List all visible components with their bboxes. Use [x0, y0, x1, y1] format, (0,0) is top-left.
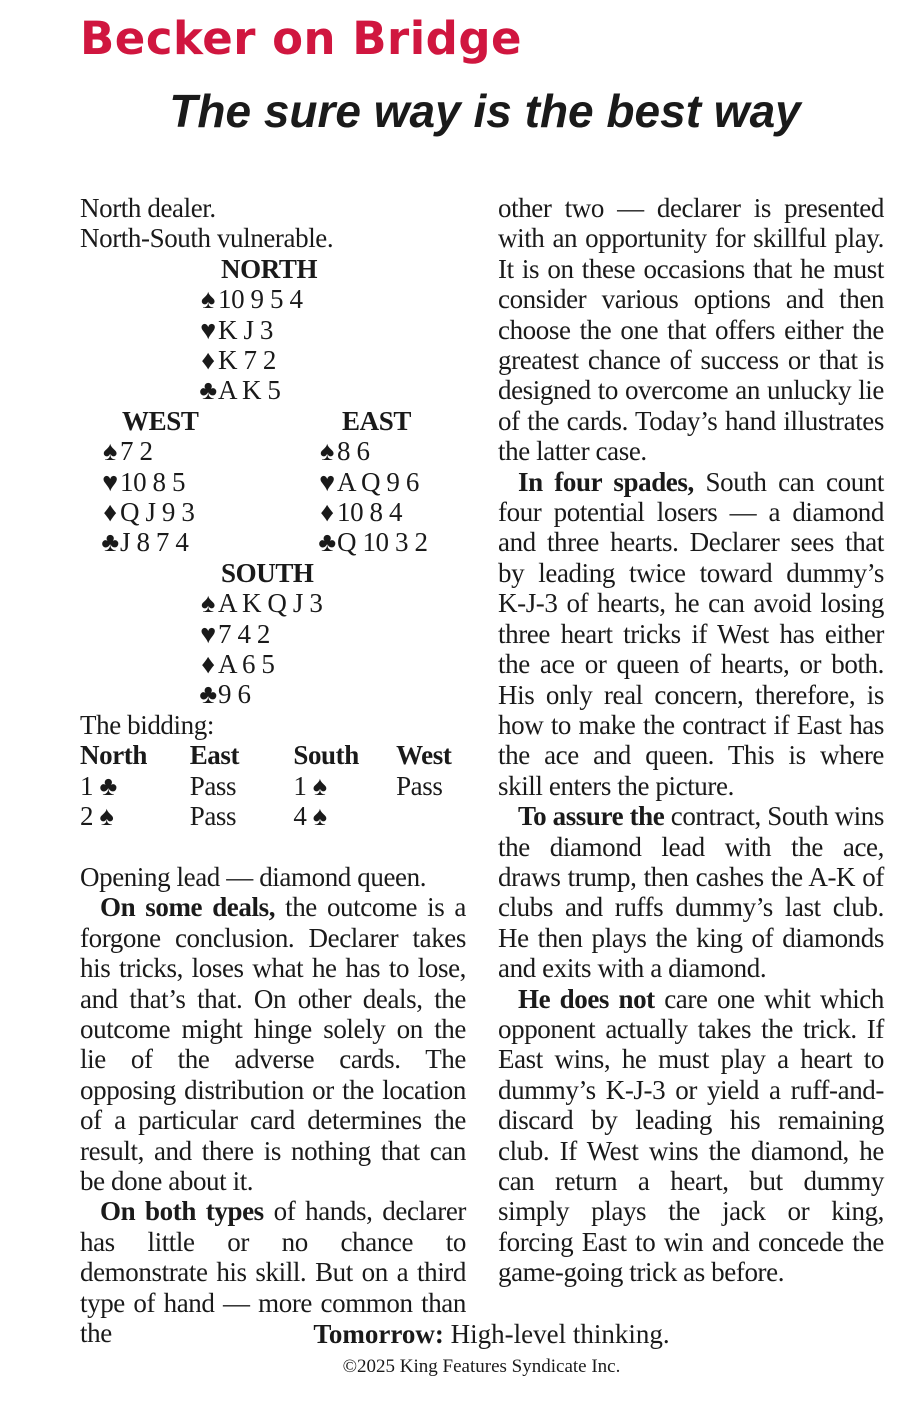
bid-cell: 4 ♠ — [293, 800, 327, 831]
dealer-line: North dealer. — [80, 193, 216, 223]
paragraph-lead: In four spades, — [518, 466, 694, 497]
copyright-notice: ©2025 King Features Syndicate Inc. — [342, 1356, 621, 1377]
heart-icon: ♥ — [200, 618, 216, 649]
bid-cell: Pass — [189, 800, 237, 831]
heart-icon: ♥ — [102, 466, 118, 497]
bidding-header-row — [80, 740, 466, 770]
article-paragraph — [80, 892, 466, 1196]
paragraph-lead: On both types — [100, 1196, 264, 1227]
paragraph-text: of hands, declarer has little or no chance to demonstrate his skill. But on a third type of hand — more common than the — [80, 1196, 466, 1349]
west-hearts: ♥10 8 5 — [100, 467, 185, 497]
bidding-title: The bidding: — [80, 709, 214, 740]
east-label: EAST — [342, 405, 411, 436]
south-clubs: ♣9 6 — [199, 679, 251, 710]
south-hearts: ♥7 4 2 — [198, 619, 270, 649]
diamond-icon: ♦ — [201, 648, 215, 679]
bid-cell: 1 ♠ — [293, 770, 327, 801]
north-clubs: ♣A K 5 — [199, 375, 281, 406]
diamond-icon: ♦ — [103, 496, 117, 527]
bid-header-north: North — [80, 740, 147, 771]
bid-header-east: East — [189, 740, 240, 771]
vulnerability-line: North-South vulnerable. — [80, 223, 334, 254]
article-paragraph — [498, 801, 884, 983]
article-paragraph — [498, 467, 884, 801]
bid-cell — [396, 801, 466, 831]
bid-cell: Pass — [396, 770, 443, 801]
north-label: NORTH — [221, 253, 318, 284]
diamond-icon: ♦ — [201, 344, 215, 375]
bidding-row — [80, 801, 466, 831]
bid-cell: 2 ♠ — [80, 800, 114, 831]
paragraph-text: contract, South wins the diamond lead with the ace, draws trump, then cashes the A-K of clubs and ruffs dummy’s last club. He then plays the king of diamonds and exits with a diamond. — [498, 801, 884, 984]
article-paragraph — [498, 193, 884, 467]
bid-header-south: South — [293, 740, 359, 771]
paragraph-text: South can count four potential losers — a diamond and three hearts. Declarer sees that by leading twice toward dummy’s K-J-3 of hearts, he can avoid losing three heart tricks if West has either the ace or queen of hearts, or both. His only real concern, therefore, is how to make the contract if East has the ace and queen. This is where skill enters the picture. — [498, 466, 884, 801]
east-clubs: ♣Q 10 3 2 — [318, 527, 428, 558]
paragraph-text: other two — declarer is presented with an opportunity for skillful play. It is on these occasions that he must consider various options and then choose the one that offers either the greatest chance of success or that is designed to overcome an unlucky lie of the cards. Today’s hand illustrates the latter case. — [498, 193, 884, 467]
east-diamonds: ♦ 10 8 4 — [317, 497, 402, 527]
left-column — [80, 193, 466, 1348]
north-diamonds: ♦ K 7 2 — [198, 345, 276, 375]
paragraph-lead: To assure the — [518, 801, 665, 832]
club-icon: ♣ — [318, 527, 336, 558]
tomorrow-teaser — [0, 1318, 904, 1350]
diamond-icon: ♦ — [320, 496, 334, 527]
article-paragraph — [498, 984, 884, 1288]
spade-icon: ♠ — [201, 588, 215, 619]
spade-icon: ♠ — [103, 436, 117, 467]
right-column — [498, 193, 884, 1288]
east-hearts: ♥A Q 9 6 — [317, 467, 419, 497]
south-diamonds: ♦ A 6 5 — [198, 649, 275, 679]
bidding-row — [80, 771, 466, 801]
teaser-lead: Tomorrow: — [313, 1319, 444, 1349]
paragraph-text: the outcome is a forgone conclusion. Declarer takes his tricks, loses what he has to lose, and that’s that. On other deals, the outcome might hinge solely on the lie of the adverse cards. The opposing distribution or the location of a particular card determines the result, and there is nothing that can be done about it. — [80, 892, 466, 1197]
heart-icon: ♥ — [319, 466, 335, 497]
bid-cell: Pass — [189, 770, 237, 801]
paragraph-lead: He does not — [518, 983, 655, 1014]
bidding-table — [80, 740, 466, 831]
club-icon: ♣ — [199, 375, 217, 406]
east-spades: ♠ 8 6 — [317, 436, 370, 466]
north-hearts: ♥K J 3 — [198, 315, 273, 345]
west-diamonds: ♦ Q J 9 3 — [100, 497, 194, 527]
paragraph-text: care one whit which opponent actually takes the trick. If East wins, he must play a heart to dummy’s K-J-3 or yield a ruff-and-discard by leading his remaining club. If West wins the diamond, he can return a heart, but dummy simply plays the jack or king, forcing East to win and concede the game-going trick as before. — [498, 983, 884, 1288]
bid-cell: 1 ♣ — [80, 770, 117, 801]
masthead-title: Becker on Bridge — [80, 12, 523, 65]
south-label: SOUTH — [221, 557, 314, 588]
west-clubs: ♣J 8 7 4 — [101, 527, 189, 558]
spade-icon: ♠ — [201, 284, 215, 315]
west-label: WEST — [122, 405, 199, 436]
south-spades: ♠ A K Q J 3 — [198, 588, 322, 618]
headline: The sure way is the best way — [169, 85, 801, 137]
spade-icon: ♠ — [320, 436, 334, 467]
club-icon: ♣ — [199, 679, 217, 710]
bridge-diagram — [80, 253, 466, 831]
club-icon: ♣ — [101, 527, 119, 558]
north-spades: ♠ 10 9 5 4 — [198, 284, 303, 314]
paragraph-lead: On some deals, — [100, 892, 276, 923]
teaser-text: High-level thinking. — [443, 1319, 670, 1349]
west-spades: ♠ 7 2 — [100, 436, 153, 466]
opening-lead: Opening lead — diamond queen. — [80, 861, 427, 892]
bid-header-west: West — [396, 740, 452, 771]
heart-icon: ♥ — [200, 314, 216, 345]
